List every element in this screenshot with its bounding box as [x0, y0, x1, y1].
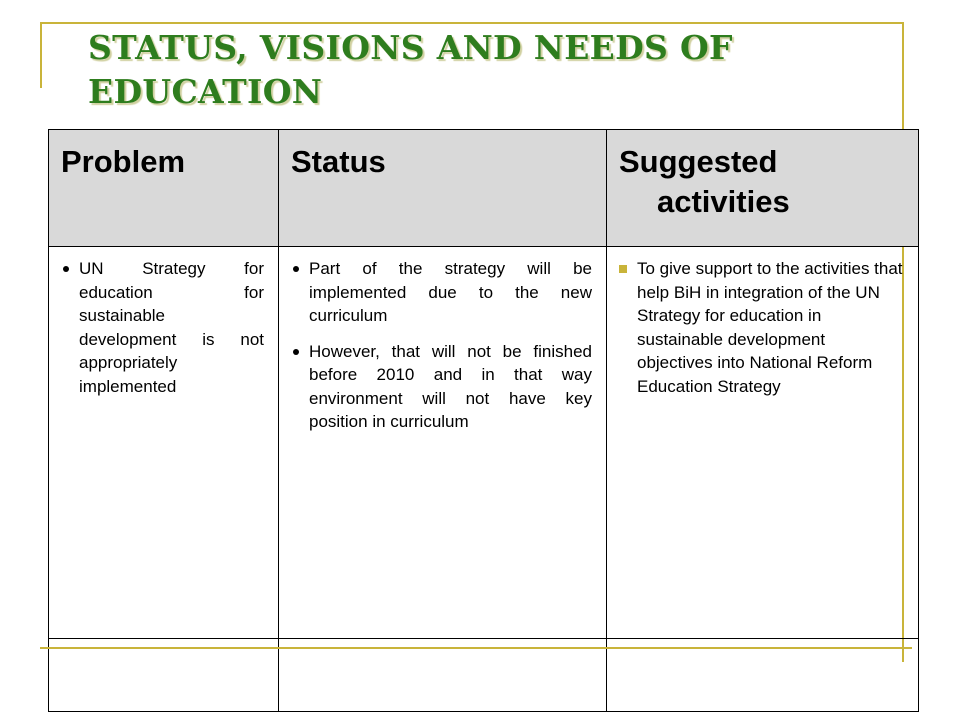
frame-bottom-line — [40, 647, 912, 649]
slide-title-line-2: EDUCATION — [88, 72, 323, 111]
bullet-icon — [293, 349, 299, 355]
header-status: Status — [279, 130, 607, 247]
list-item — [287, 340, 592, 434]
status-cell — [279, 247, 607, 639]
header-suggested-line-2: activities — [657, 184, 790, 219]
empty-cell — [607, 639, 919, 712]
empty-cell — [49, 639, 279, 712]
activities-cell — [607, 247, 919, 639]
bullet-icon — [293, 266, 299, 272]
status-text-2: However, that will not be finished before 2010 and in that way environment will not have key position in curriculum — [309, 341, 592, 431]
list-item — [615, 257, 904, 398]
square-bullet-icon — [619, 265, 627, 273]
slide-title — [88, 26, 888, 114]
list-item — [287, 257, 592, 328]
list-item — [57, 257, 264, 398]
problem-cell — [49, 247, 279, 639]
header-problem: Problem — [49, 130, 279, 247]
status-text-1: Part of the strategy will be implemented due to the new curriculum — [309, 259, 592, 325]
status-list — [287, 257, 592, 434]
table-row-empty — [49, 639, 919, 712]
header-suggested-line-1: Suggested — [619, 144, 778, 179]
header-suggested-activities — [607, 130, 919, 247]
table-row — [49, 247, 919, 639]
table-header-row — [49, 130, 919, 247]
bullet-icon — [63, 266, 69, 272]
activity-text: To give support to the activities that help BiH in integration of the UN Strategy for education in sustainable development objectives into National Reform Education Strategy — [637, 259, 903, 396]
slide-title-line-1: STATUS, VISIONS AND NEEDS OF — [88, 28, 733, 67]
activities-list — [615, 257, 904, 398]
frame-left-line — [40, 22, 42, 88]
education-table — [48, 129, 919, 712]
frame-top-line — [40, 22, 904, 24]
problem-list — [57, 257, 264, 398]
problem-text: UN Strategy for education for sustainable development is not appropriately implemented — [79, 259, 264, 396]
empty-cell — [279, 639, 607, 712]
